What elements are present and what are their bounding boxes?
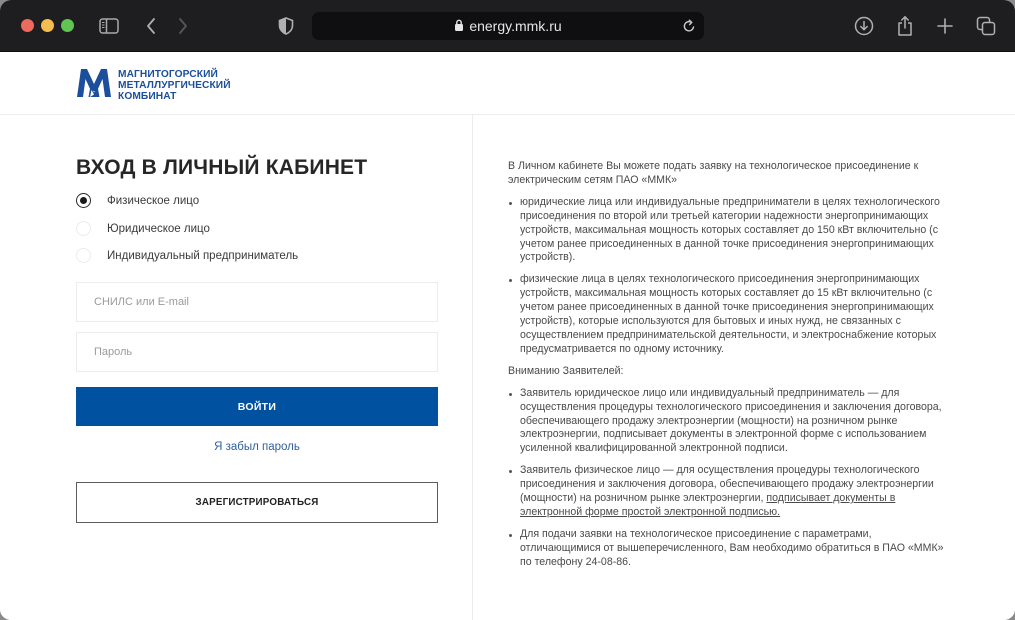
column-divider (472, 115, 473, 620)
radio-button[interactable] (76, 221, 91, 236)
page-title: ВХОД В ЛИЧНЫЙ КАБИНЕТ (76, 156, 368, 179)
url-text[interactable]: energy.mmk.ru (469, 18, 562, 34)
list-item: физические лица в целях технологического присоединения энергопринимающих устройств, максимальная мощность которых составляет до 15 кВт включительно (с учетом ранее присоединенных в данной точке присоединения энергопринимающих устройств), которые используются для бытовых и иных нужд, не связанных с осуществлением предпринимательской деятельности, и электроснабжение которых предусматривается по одному источнику. (508, 273, 948, 356)
list-item: Для подачи заявки на технологическое присоединение с параметрами, отличающимися от вышеперечисленного, Вам необходимо обратиться в ПАО «ММК» по телефону 24-08-86. (508, 528, 948, 570)
sidebar-icon[interactable] (98, 14, 120, 38)
list-item: Заявитель физическое лицо — для осуществления процедуры технологического присоединения и заключения договора, обеспечивающего продажу электроэнергии (мощности) на розничном рынке электроэнергии, подписывает документы в электронной форме простой электронной подписью. (508, 464, 948, 520)
share-icon[interactable] (895, 14, 915, 38)
info-intro: В Личном кабинете Вы можете подать заявку на технологическое присоединение к электрическим сетям ПАО «ММК» (508, 160, 919, 186)
logo-text: МАГНИТОГОРСКИЙ МЕТАЛЛУРГИЧЕСКИЙ КОМБИНАТ (118, 69, 231, 102)
radio-button[interactable] (76, 248, 91, 263)
chevron-right-icon[interactable] (175, 14, 191, 38)
company-logo[interactable] (76, 68, 231, 103)
radio-legal-entity[interactable]: Юридическое лицо (76, 221, 210, 236)
download-icon[interactable] (853, 14, 875, 38)
radio-individual[interactable]: Физическое лицо (76, 193, 199, 208)
info-panel (508, 160, 948, 578)
notes-list (508, 387, 948, 570)
register-button[interactable]: ЗАРЕГИСТРИРОВАТЬСЯ (76, 482, 438, 523)
list-item: Заявитель юридическое лицо или индивидуальный предприниматель — для осуществления процедуры технологического присоединения и заключения договора, обеспечивающего продажу электроэнергии (мощности) на розничном рынке электроэнергии, подписывает документы в электронной форме с использованием усиленной квалифицированной электронной подписи. (508, 387, 948, 457)
window-minimize-button[interactable] (41, 19, 54, 32)
mmk-logo-icon (76, 68, 112, 103)
window-zoom-button[interactable] (61, 19, 74, 32)
tabs-overview-icon[interactable] (975, 14, 997, 38)
login-button[interactable]: ВОЙТИ (76, 387, 438, 426)
address-bar[interactable] (312, 12, 704, 40)
list-item: юридические лица или индивидуальные предприниматели в целях технологического присоединения по второй или третьей категории надежности энергопринимающих устройств, максимальная мощность которых составляет до 150 кВт включительно (с учетом ранее присоединенных в данной точке присоединения энергопринимающих устройств). (508, 196, 948, 266)
eligible-list (508, 196, 948, 357)
password-input[interactable] (76, 332, 438, 372)
lock-icon (454, 18, 464, 34)
reload-icon[interactable] (682, 18, 696, 39)
radio-entrepreneur[interactable]: Индивидуальный предприниматель (76, 248, 298, 263)
web-page (0, 53, 1015, 620)
radio-button-checked[interactable] (76, 193, 91, 208)
shield-icon[interactable] (276, 14, 296, 38)
forgot-password-link[interactable]: Я забыл пароль (214, 441, 300, 453)
attention-heading: Вниманию Заявителей: (508, 364, 624, 377)
browser-toolbar (0, 0, 1015, 52)
site-header (0, 53, 1015, 115)
login-input[interactable] (76, 282, 438, 322)
simple-signature-link[interactable]: подписывает документы в электронной форме простой электронной подписью. (520, 492, 896, 518)
chevron-left-icon[interactable] (143, 14, 159, 38)
plus-icon[interactable] (935, 14, 955, 38)
window-close-button[interactable] (21, 19, 34, 32)
